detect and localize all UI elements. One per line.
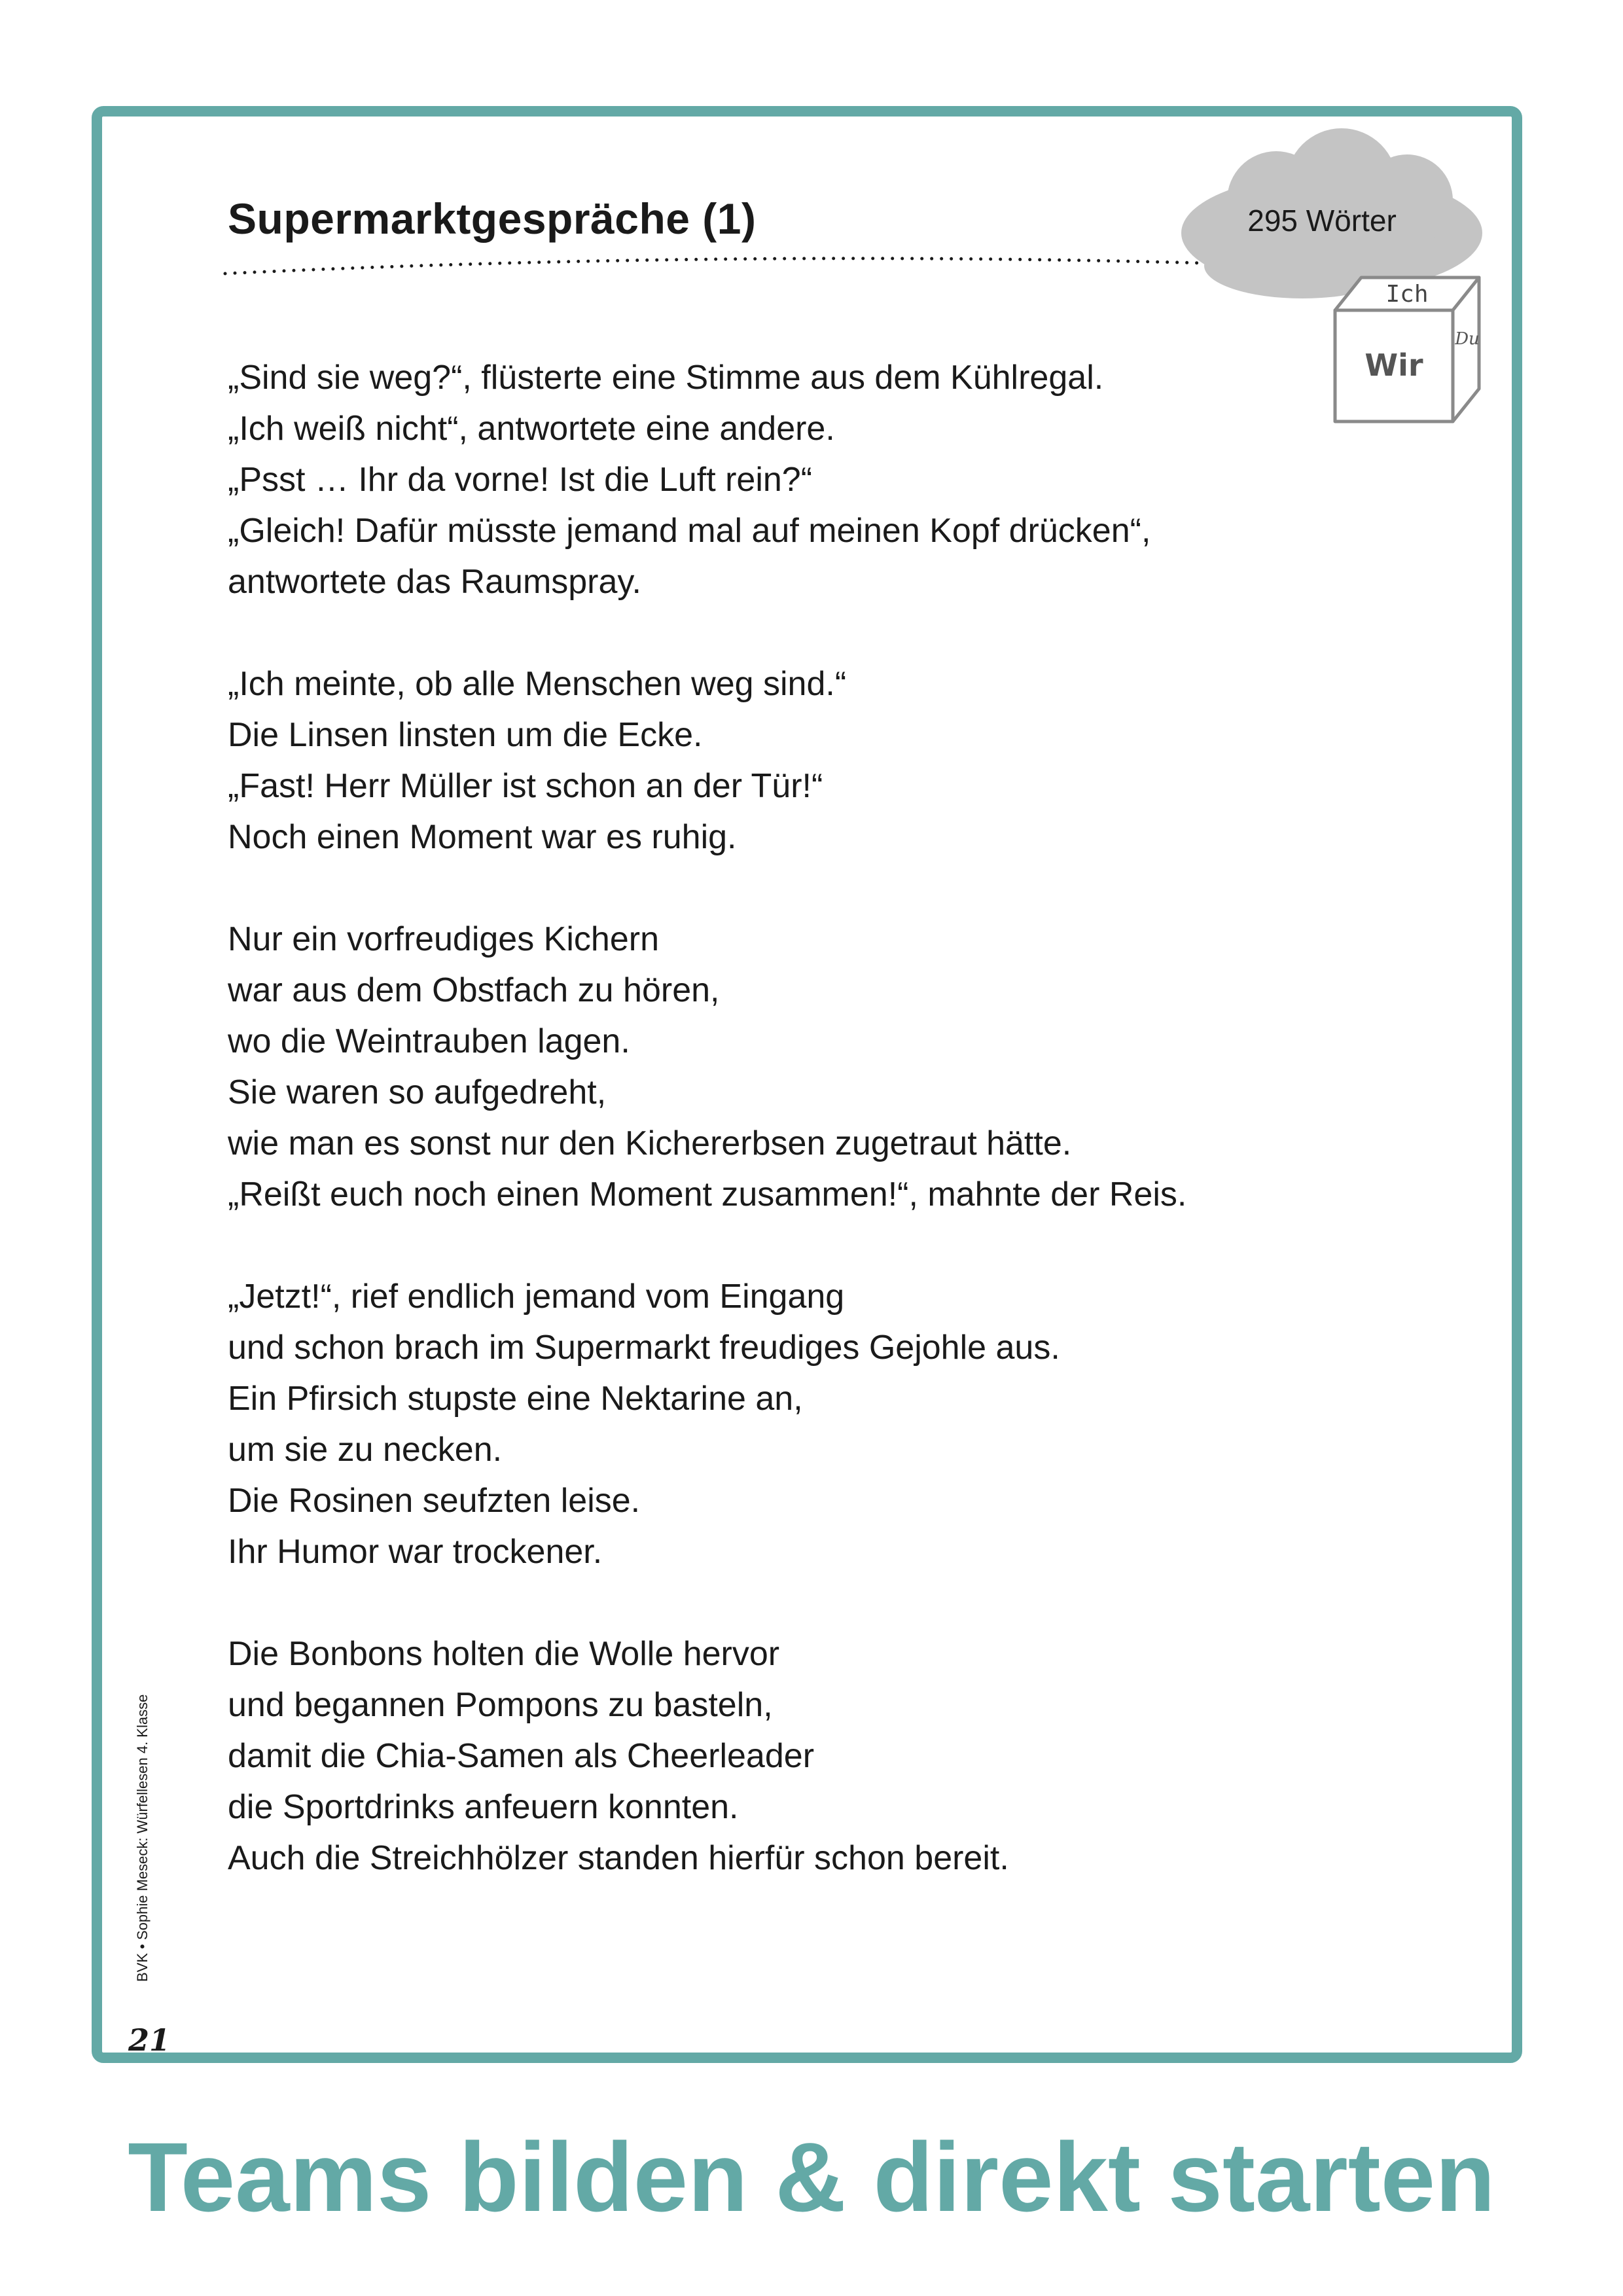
story-text xyxy=(228,352,1406,1935)
text-line: „Ich weiß nicht“, antwortete eine andere. xyxy=(228,410,835,448)
text-line: „Gleich! Dafür müsste jemand mal auf meinen Kopf drücken“, xyxy=(228,512,1151,550)
text-line: „Jetzt!“, rief endlich jemand vom Eingang xyxy=(228,1278,845,1316)
text-line: Sie waren so aufgedreht, xyxy=(228,1073,607,1111)
side-credit: BVK • Sophie Meseck: Würfellesen 4. Klasse xyxy=(134,1694,151,1982)
text-line: wo die Weintrauben lagen. xyxy=(228,1022,630,1060)
tagline: Teams bilden & direkt starten xyxy=(128,2122,1495,2232)
dice-face-side: Du xyxy=(1455,329,1480,349)
text-line: „Reißt euch noch einen Moment zusammen!“, mahnte der Reis. xyxy=(228,1175,1187,1213)
text-line: die Sportdrinks anfeuern konnten. xyxy=(228,1788,739,1826)
paragraph xyxy=(228,1271,1406,1577)
paragraph xyxy=(228,352,1406,607)
text-line: Nur ein vorfreudiges Kichern xyxy=(228,920,659,958)
text-line: Noch einen Moment war es ruhig. xyxy=(228,818,737,856)
paragraph xyxy=(228,914,1406,1220)
text-line: Die Rosinen seufzten leise. xyxy=(228,1482,641,1520)
text-line: Ein Pfirsich stupste eine Nektarine an, xyxy=(228,1380,803,1418)
text-line: antwortete das Raumspray. xyxy=(228,563,641,601)
dice-face-top: Ich xyxy=(1385,281,1429,308)
text-line: „Psst … Ihr da vorne! Ist die Luft rein?“ xyxy=(228,461,813,499)
text-line: war aus dem Obstfach zu hören, xyxy=(228,971,720,1009)
page-number: 21 xyxy=(128,2022,171,2058)
text-line: um sie zu necken. xyxy=(228,1431,503,1469)
dotted-divider xyxy=(223,242,1204,295)
text-line: und begannen Pompons zu basteln, xyxy=(228,1686,773,1724)
worksheet-title: Supermarktgespräche (1) xyxy=(228,194,757,243)
paragraph xyxy=(228,1628,1406,1884)
text-line: Ihr Humor war trockener. xyxy=(228,1533,603,1571)
dice-face-front: Wir xyxy=(1364,348,1423,383)
text-line: „Ich meinte, ob alle Menschen weg sind.“ xyxy=(228,665,847,703)
text-line: „Sind sie weg?“, flüsterte eine Stimme aus dem Kühlregal. xyxy=(228,359,1104,397)
text-line: und schon brach im Supermarkt freudiges Gejohle aus. xyxy=(228,1329,1060,1367)
text-line: Die Bonbons holten die Wolle hervor xyxy=(228,1635,780,1673)
text-line: damit die Chia-Samen als Cheerleader xyxy=(228,1737,815,1775)
text-line: „Fast! Herr Müller ist schon an der Tür!“ xyxy=(228,767,823,805)
text-line: wie man es sonst nur den Kichererbsen zugetraut hätte. xyxy=(228,1124,1072,1162)
text-line: Die Linsen linsten um die Ecke. xyxy=(228,716,703,754)
word-count: 295 Wörter xyxy=(1247,204,1397,238)
paragraph xyxy=(228,658,1406,863)
text-line: Auch die Streichhölzer standen hierfür schon bereit. xyxy=(228,1839,1009,1877)
